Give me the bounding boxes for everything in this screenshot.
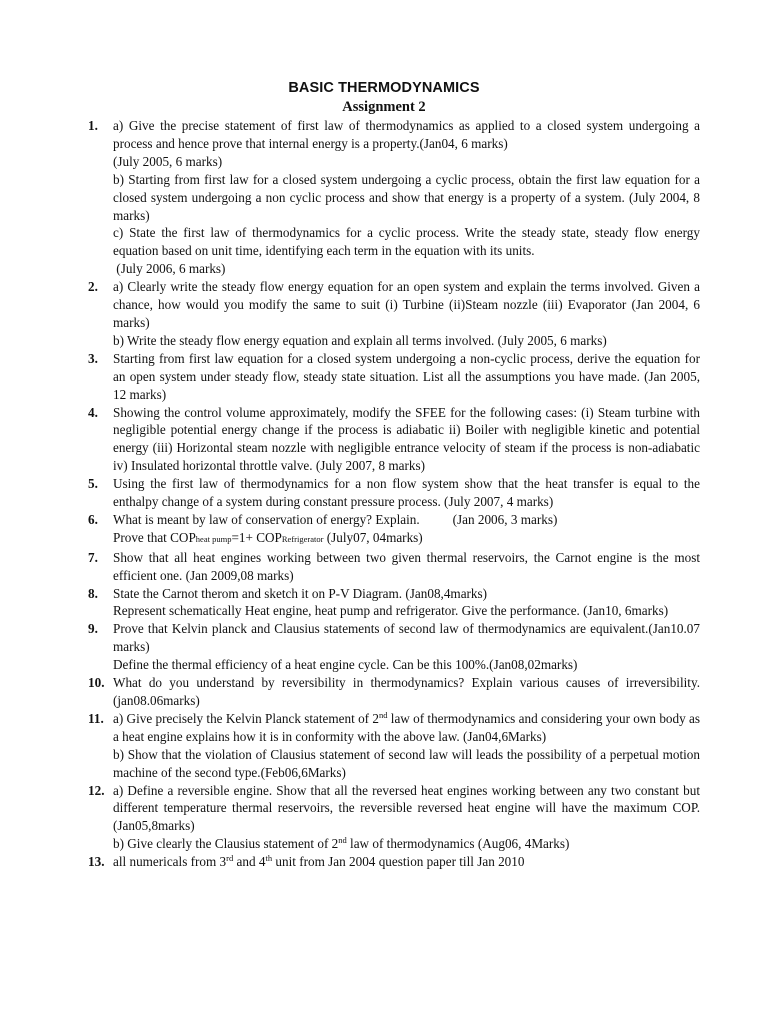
question-text: a) Clearly write the steady flow energy equation for an open system and explain the terms involved. Given a chance, how would you modify the same to suit (i) Turbine (ii)Steam nozzle (iii) Evaporator (Jan 2004, 6 marks) xyxy=(113,279,700,330)
text-segment: law of thermodynamics (Aug06, 4Marks) xyxy=(346,836,570,852)
question-number: 12. xyxy=(88,782,105,798)
question-number: 10. xyxy=(88,675,105,691)
question-text: b) Show that the violation of Clausius statement of second law will leads the possibility of a perpetual motion machine of the second type.(Feb06,6Marks) xyxy=(113,746,700,780)
question-number: 4. xyxy=(88,404,98,420)
document-subtitle: Assignment 2 xyxy=(342,99,426,115)
question-item-10 xyxy=(88,674,700,710)
question-item-12 xyxy=(88,782,700,854)
question-text xyxy=(113,853,700,871)
question-text: Starting from first law equation for a closed system undergoing a non-cyclic process, derive the equation for an open system under steady flow, steady state situation. List all the assumptions you have made. (Jan 2005, 12 marks) xyxy=(113,350,700,402)
superscript: th xyxy=(265,853,273,864)
text-segment: b) Give clearly the Clausius statement of 2 xyxy=(113,836,339,852)
question-number: 9. xyxy=(88,621,98,637)
formula-subscript-heat-pump: heat pump xyxy=(195,533,232,544)
question-item-1 xyxy=(88,117,700,278)
question-item-11 xyxy=(88,710,700,782)
question-item-7 xyxy=(88,549,700,585)
question-text: Define the thermal efficiency of a heat engine cycle. Can be this 100%.(Jan08,02marks) xyxy=(113,657,578,673)
question-number: 3. xyxy=(88,350,98,366)
formula-suffix: (July07, 04marks) xyxy=(323,529,423,545)
text-segment: unit from Jan 2004 question paper till Jan 2010 xyxy=(272,854,525,870)
question-text xyxy=(113,710,700,746)
question-item-13 xyxy=(88,853,700,871)
question-text xyxy=(113,835,700,853)
question-item-5 xyxy=(88,475,700,511)
question-text: a) Give the precise statement of first law of thermodynamics as applied to a closed system undergoing a process and hence prove that internal energy is a property.(Jan04, 6 marks) xyxy=(113,118,700,151)
superscript: nd xyxy=(378,709,388,720)
question-text: What do you understand by reversibility in thermodynamics? Explain various causes of irreversibility. (jan08.06marks) xyxy=(113,675,700,708)
question-number: 6. xyxy=(88,511,98,527)
text-segment: a) Give precisely the Kelvin Planck statement of 2 xyxy=(113,710,379,726)
question-number: 2. xyxy=(88,279,98,295)
text-segment: all numericals from 3 xyxy=(113,854,227,870)
question-number: 8. xyxy=(88,585,98,601)
question-number: 11. xyxy=(88,710,104,726)
superscript: rd xyxy=(226,853,234,864)
question-item-9 xyxy=(88,620,700,674)
formula-middle: =1+ COP xyxy=(231,529,282,545)
text-segment: and 4 xyxy=(233,854,266,870)
question-number: 7. xyxy=(88,549,98,565)
question-text: a) Define a reversible engine. Show that all the reversed heat engines working between any two constant but different temperature thermal reservoirs, the reversible reversed heat engine will have the maximum COP.(Jan05,8marks) xyxy=(113,782,700,834)
question-text: Showing the control volume approximately, modify the SFEE for the following cases: (i) Steam turbine with negligible potential energy change if the process is adiabatic ii) Boiler with negligible kinetic and potential energy (iii) Horizontal steam nozzle with negligible entrance velocity of steam if the process is non-adiabatic iv) Insulated horizontal throttle valve. (July 2007, 8 marks) xyxy=(113,404,700,474)
superscript: nd xyxy=(338,835,347,846)
question-number: 1. xyxy=(88,118,98,133)
question-text: What is meant by law of conservation of energy? Explain. (Jan 2006, 3 marks) xyxy=(113,511,558,527)
question-text: State the Carnot therom and sketch it on P-V Diagram. (Jan08,4marks) xyxy=(113,585,488,601)
cop-formula xyxy=(113,529,700,549)
question-item-4 xyxy=(88,404,700,476)
question-item-6 xyxy=(88,511,700,549)
document-title: BASIC THERMODYNAMICS xyxy=(288,80,480,96)
question-text: (July 2006, 6 marks) xyxy=(113,261,226,277)
question-text: Show that all heat engines working between two given thermal reservoirs, the Carnot engine is the most efficient one. (Jan 2009,08 marks) xyxy=(113,549,700,583)
question-text: Prove that Kelvin planck and Clausius statements of second law of thermodynamics are equivalent.(Jan10.07 marks) xyxy=(113,621,700,655)
formula-subscript-refrigerator: Refrigerator xyxy=(281,533,324,544)
question-item-2 xyxy=(88,278,700,350)
question-item-3 xyxy=(88,350,700,404)
formula-prefix: Prove that COP xyxy=(113,529,196,545)
question-text: (July 2005, 6 marks) xyxy=(113,153,223,169)
question-text: Using the first law of thermodynamics for a non flow system show that the heat transfer is equal to the enthalpy change of a system during constant pressure process. (July 2007, 4 marks) xyxy=(113,476,700,510)
question-list xyxy=(88,117,700,871)
question-text: b) Starting from first law for a closed system undergoing a cyclic process, obtain the first law equation for a closed system undergoing a non cyclic process and show that energy is a property of a system. (July 2004, 8 marks) xyxy=(113,171,700,223)
question-text: Represent schematically Heat engine, heat pump and refrigerator. Give the performance. (Jan10, 6marks) xyxy=(113,603,669,619)
question-number: 5. xyxy=(88,476,98,492)
question-text: b) Write the steady flow energy equation and explain all terms involved. (July 2005, 6 marks) xyxy=(113,332,607,348)
question-text: c) State the first law of thermodynamics for a cyclic process. Write the steady state, steady flow energy equation based on unit time, identifying each term in the equation with its units. xyxy=(113,225,700,259)
question-number: 13. xyxy=(88,854,105,870)
question-item-8 xyxy=(88,585,700,621)
text-segment: law of thermodynamics and considering your own body as a heat engine explains how it is in conformity with the above law. (Jan04,6Marks) xyxy=(113,710,700,744)
